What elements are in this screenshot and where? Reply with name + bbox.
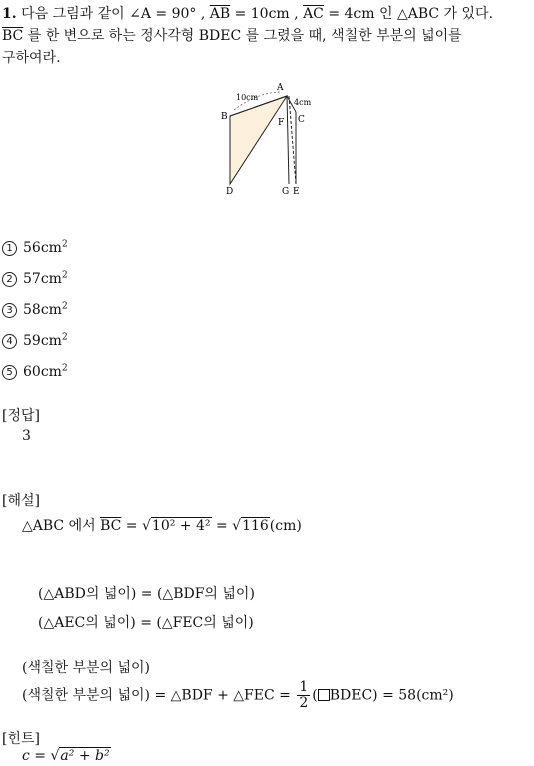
radicand-2: 116	[242, 518, 269, 534]
choice-value: 60cm	[23, 364, 62, 380]
label-e: E	[293, 187, 300, 197]
question-text: = 4cm 인 △ABC 가 있다.	[323, 6, 494, 22]
label-b: B	[221, 112, 228, 122]
choice-exponent: 2	[61, 301, 68, 312]
segment-ac: $\overline{AC}$	[303, 6, 324, 22]
choice-3[interactable]	[2, 302, 68, 318]
explanation-text: = √	[121, 518, 151, 534]
explanation-line-4: (색칠한 부분의 넓이)	[22, 660, 151, 676]
label-ac-length: 4cm	[294, 98, 312, 107]
fraction-numerator: 1	[299, 679, 309, 695]
explanation-text: △ABC 에서	[22, 518, 101, 534]
segment-ab: $\overline{AB}$	[209, 6, 231, 22]
choice-value: 58cm	[23, 302, 62, 318]
explanation-line-2: (△ABD의 넓이) = (△BDF의 넓이)	[38, 586, 255, 602]
explanation-text: (	[312, 687, 318, 704]
choice-exponent: 2	[61, 239, 68, 250]
choice-4[interactable]	[2, 333, 68, 349]
explanation-line-3: (△AEC의 넓이) = (△FEC의 넓이)	[38, 615, 254, 631]
label-g: G	[282, 187, 290, 197]
explanation-text: = √	[211, 518, 242, 534]
square-icon	[318, 689, 330, 701]
segment-ag-line	[287, 96, 289, 184]
explanation-text: BDEC) = 58(cm²)	[329, 687, 454, 704]
choice-marker: 4	[2, 334, 17, 349]
choice-marker: 2	[2, 272, 17, 287]
hint-text: c = √	[22, 748, 60, 764]
label-d: D	[226, 187, 234, 197]
choice-marker: 3	[2, 303, 17, 318]
question-line-3: 구하여라.	[2, 50, 61, 66]
fraction-denominator: 2	[299, 695, 309, 711]
question-text: = 10cm ,	[230, 6, 304, 22]
answer-value: 3	[22, 428, 31, 444]
explanation-text: (색칠한 부분의 넓이) = △BDF + △FEC =	[22, 687, 296, 704]
explanation-header: [해설]	[2, 493, 40, 509]
label-a: A	[277, 83, 284, 93]
choice-marker: 5	[2, 365, 17, 380]
fraction-one-half	[297, 680, 310, 711]
choice-1[interactable]	[2, 240, 68, 256]
choice-5[interactable]	[2, 364, 68, 380]
choice-exponent: 2	[61, 270, 68, 281]
hint-radicand: a² + b²	[60, 748, 110, 764]
question-number: 1.	[2, 6, 17, 22]
hint-formula	[22, 748, 111, 764]
choice-exponent: 2	[61, 363, 68, 374]
choice-value: 56cm	[23, 240, 62, 256]
choice-value: 57cm	[23, 271, 62, 287]
geometry-figure	[210, 80, 330, 200]
answer-header: [정답]	[2, 408, 40, 424]
choice-exponent: 2	[61, 332, 68, 343]
choice-value: 59cm	[23, 333, 62, 349]
shaded-triangle-bdf	[230, 96, 287, 184]
question-text: 다음 그림과 같이 ∠A = 90° ,	[21, 6, 210, 22]
label-f: F	[278, 118, 285, 128]
explanation-text: (cm)	[269, 518, 302, 534]
choice-marker: 1	[2, 241, 17, 256]
explanation-line-5	[22, 680, 454, 711]
radicand-1: 10² + 4²	[151, 518, 211, 534]
question-line-2	[2, 25, 462, 45]
hint-header: [힌트]	[2, 731, 40, 747]
choice-2[interactable]	[2, 271, 68, 287]
label-c: C	[298, 115, 305, 125]
explanation-line-1	[22, 515, 302, 535]
segment-bc: $\overline{BC}$	[2, 28, 24, 44]
question-line-1	[2, 3, 493, 23]
segment-bc: $\overline{BC}$	[100, 518, 122, 534]
question-text: 를 한 변으로 하는 정사각형 BDEC 를 그렸을 때, 색칠한 부분의 넓이를	[23, 28, 462, 44]
label-ab-length: 10cm	[236, 93, 259, 102]
